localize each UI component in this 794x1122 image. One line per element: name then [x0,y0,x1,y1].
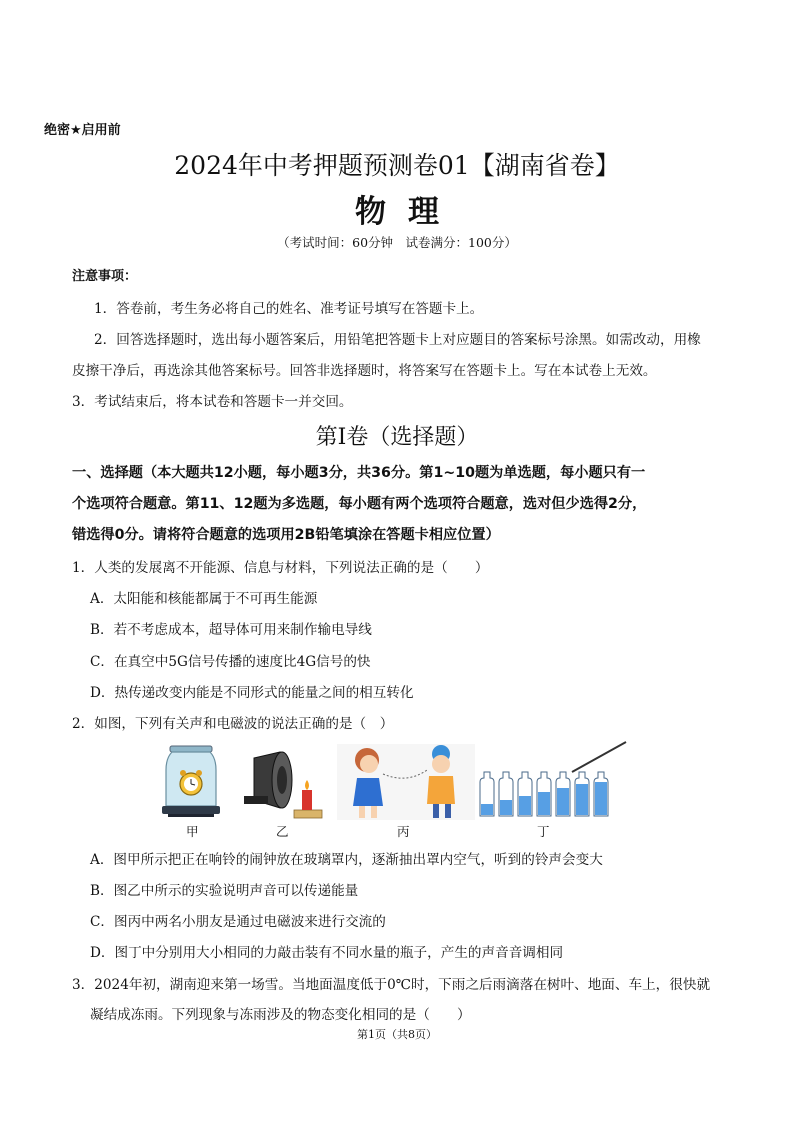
question-2-stem: 2．如图，下列有关声和电磁波的说法正确的是（ ） [72,716,394,732]
exam-title: 2024年中考押题预测卷01【湖南省卷】 [174,151,620,180]
notice-heading: 注意事项： [72,269,138,284]
page-footer: 第1页（共8页） [357,1028,437,1041]
figure-label-yi: 乙 [276,824,289,839]
subject-title: 物理 [355,194,461,230]
question-2-option-d: D．图丁中分别用大小相同的力敲击装有不同水量的瓶子，产生的声音音调相同 [90,945,564,961]
question-2-option-b: B．图乙中所示的实验说明声音可以传递能量 [90,883,359,899]
section-instructions-3: 错选得0分。请将符合题意的选项用2B铅笔填涂在答题卡相应位置） [72,527,500,543]
question-2-option-a: A．图甲所示把正在响铃的闹钟放在玻璃罩内，逐渐抽出罩内空气，听到的铃声会变大 [90,852,603,868]
figure-label-ding: 丁 [537,824,550,839]
notice-item-3: 3．考试结束后，将本试卷和答题卡一并交回。 [72,394,353,410]
figure-label-jia: 甲 [186,824,199,839]
notice-item-1: 1．答卷前，考生务必将自己的姓名、准考证号填写在答题卡上。 [94,301,484,317]
figure-label-bing: 丙 [397,824,410,839]
water-bottles-figure [476,738,632,820]
question-1-option-d: D．热传递改变内能是不同形式的能量之间的相互转化 [90,685,414,701]
question-1-option-a: A．太阳能和核能都属于不可再生能源 [90,591,318,607]
notice-item-2: 2．回答选择题时，选出每小题答案后，用铅笔把答题卡上对应题目的答案标号涂黑。如需改动，用橡 [94,332,701,348]
string-telephone-figure [337,744,475,820]
section-instructions-1: 一、选择题（本大题共12小题，每小题3分，共36分。第1~10题为单选题，每小题只有一 [72,465,646,481]
speaker-candle-figure [242,750,326,820]
notice-item-2-cont: 皮擦干净后，再选涂其他答案标号。回答非选择题时，将答案写在答题卡上。写在本试卷上无效。 [72,363,657,379]
question-1-option-c: C．在真空中5G信号传播的速度比4G信号的快 [90,654,371,670]
question-2-option-c: C．图丙中两名小朋友是通过电磁波来进行交流的 [90,914,386,930]
section-title: 第Ⅰ卷（选择题） [315,425,479,450]
section-instructions-2: 个选项符合题意。第11、12题为多选题，每小题有两个选项符合题意，选对但少选得2分， [72,496,647,512]
question-3-stem-1: 3．2024年初，湖南迎来第一场雪。当地面温度低于0℃时，下雨之后雨滴落在树叶、地面、车上，很快就 [72,977,711,993]
question-3-stem-2: 凝结成冻雨。下列现象与冻雨涉及的物态变化相同的是（ ） [90,1007,471,1023]
confidential-label: 绝密★启用前 [44,123,121,138]
question-1-stem: 1．人类的发展离不开能源、信息与材料，下列说法正确的是（ ） [72,560,489,576]
question-1-option-b: B．若不考虑成本，超导体可用来制作输电导线 [90,622,372,638]
exam-info: （考试时间：60分钟 试卷满分：100分） [277,235,517,250]
bell-jar-figure [158,744,224,818]
